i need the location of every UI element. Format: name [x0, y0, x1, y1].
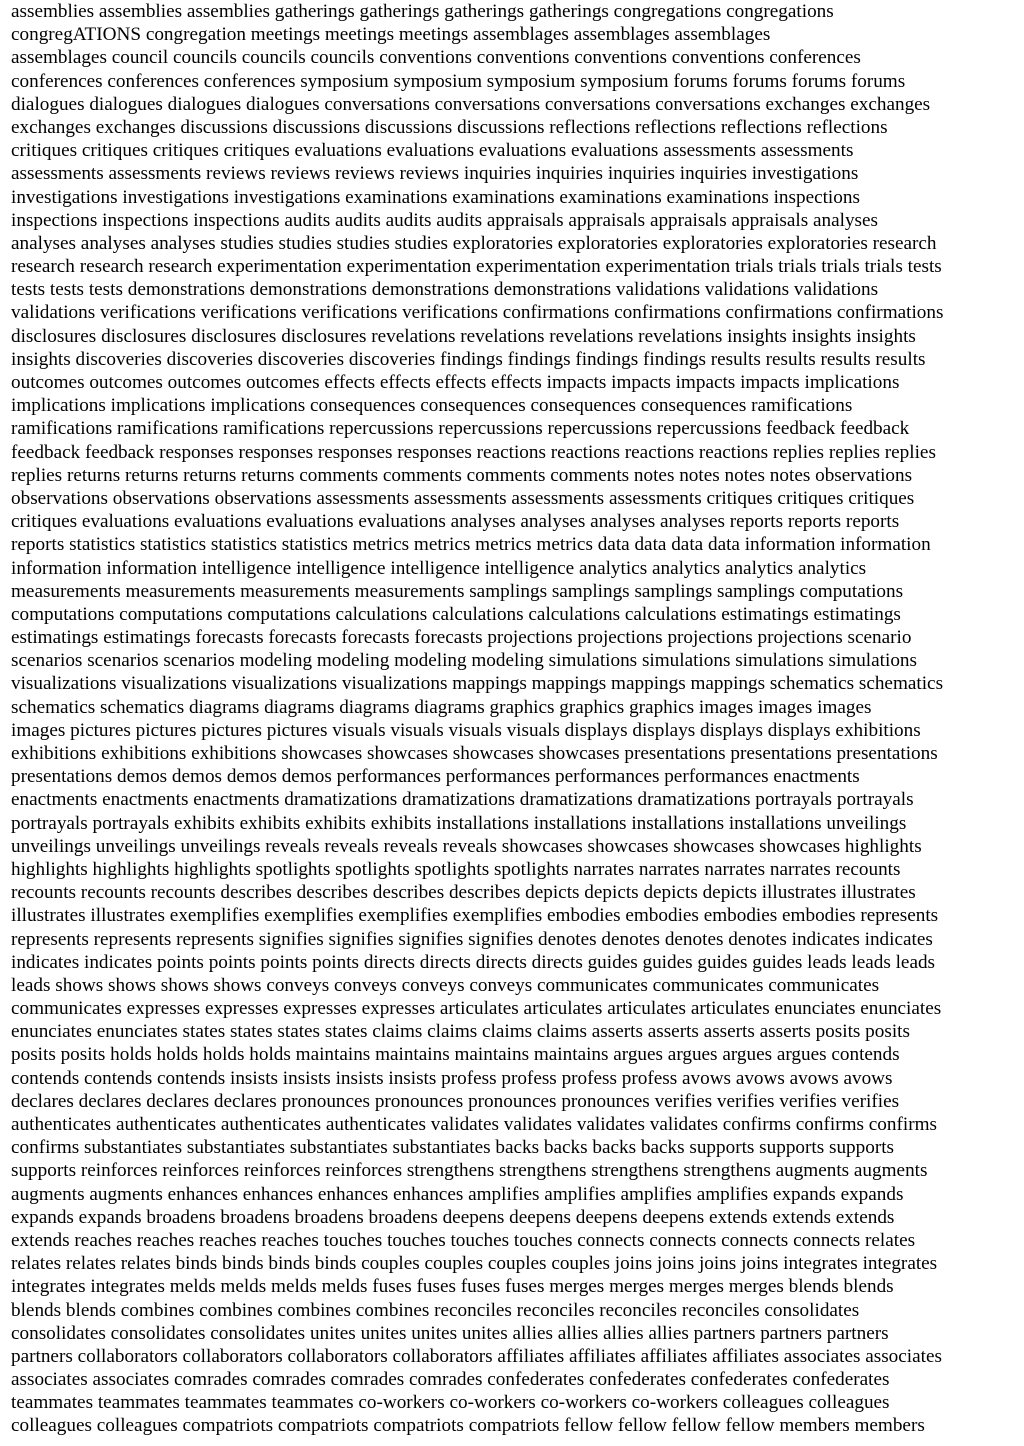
text-line: indicates indicates points points points points directs directs directs directs guides guides guides guides leads leads leads [11, 951, 936, 973]
text-line: reports statistics statistics statistics statistics metrics metrics metrics metrics data data data data information information [11, 534, 931, 556]
text-line: outcomes outcomes outcomes outcomes effects effects effects effects impacts impacts impacts impacts implications [11, 372, 900, 393]
text-line: illustrates illustrates exemplifies exemplifies exemplifies exemplifies embodies embodies embodies embodies represents [11, 905, 939, 927]
text-line: confirms substantiates substantiates substantiates substantiates backs backs backs backs supports supports supports [11, 1137, 895, 1159]
text-line: leads shows shows shows shows conveys conveys conveys conveys communicates communicates communicates [11, 974, 880, 996]
text-line: visualizations visualizations visualizations visualizations mappings mappings mappings mappings schematics schematics [11, 673, 944, 695]
text-line: consolidates consolidates consolidates unites unites unites unites allies allies allies allies partners partners partners [11, 1322, 889, 1344]
text-line: critiques evaluations evaluations evaluations evaluations analyses analyses analyses analyses reports reports reports [11, 511, 900, 533]
text-line: enactments enactments enactments dramatizations dramatizations dramatizations dramatizations portrayals portrayals [11, 789, 914, 811]
text-line: research research research experimentation experimentation experimentation experimentation trials trials trials trials tests [11, 256, 942, 278]
text-line: presentations demos demos demos demos performances performances performances performances enactments [11, 766, 860, 788]
text-line: replies returns returns returns returns comments comments comments comments notes notes notes notes observations [11, 464, 913, 486]
text-line: portrayals portrayals exhibits exhibits exhibits exhibits installations installations installations installations unveilings [11, 812, 907, 834]
text-block [11, 0, 1019, 1438]
text-line: scenarios scenarios scenarios modeling modeling modeling modeling simulations simulations simulations simulations [11, 650, 917, 672]
text-line: supports reinforces reinforces reinforces reinforces strengthens strengthens strengthens strengthens augments augments [11, 1160, 928, 1182]
text-line: dialogues dialogues dialogues dialogues conversations conversations conversations conversations exchanges exchanges [11, 93, 931, 115]
text-line: ramifications ramifications ramifications repercussions repercussions repercussions repercussions feedback feedback [11, 418, 910, 440]
text-line: feedback feedback responses responses responses responses reactions reactions reactions reactions replies replies replies [11, 441, 936, 463]
text-line: posits posits holds holds holds holds maintains maintains maintains maintains argues argues argues argues contends [11, 1044, 900, 1066]
text-line: declares declares declares declares pronounces pronounces pronounces pronounces verifies verifies verifies verifies [11, 1090, 900, 1112]
text-line: congregATIONS congregation meetings meetings meetings assemblages assemblages assemblages [11, 24, 771, 46]
text-line: images pictures pictures pictures pictures visuals visuals visuals visuals displays displays displays displays exhibitions [11, 719, 921, 741]
text-line: information information intelligence intelligence intelligence intelligence analytics analytics analytics analytics [11, 557, 867, 579]
text-line: augments augments enhances enhances enhances enhances amplifies amplifies amplifies amplifies expands expands [11, 1183, 904, 1205]
text-line: partners collaborators collaborators collaborators collaborators affiliates affiliates affiliates affiliates associates associates [11, 1345, 942, 1367]
text-line: conferences conferences conferences symposium symposium symposium symposium forums forums forums forums [11, 70, 906, 92]
text-line: exhibitions exhibitions exhibitions showcases showcases showcases showcases presentations presentations presentations [11, 743, 938, 764]
text-line: analyses analyses analyses studies studies studies studies exploratories exploratories exploratories exploratories research [11, 232, 937, 254]
text-line: represents represents represents signifies signifies signifies signifies denotes denotes denotes denotes indicates indicates [11, 928, 933, 950]
text-line: associates associates comrades comrades comrades comrades confederates confederates confederates confederates [11, 1369, 890, 1391]
text-line: integrates integrates melds melds melds melds fuses fuses fuses fuses merges merges merges merges blends blends [11, 1276, 894, 1298]
text-line: recounts recounts recounts describes describes describes describes depicts depicts depicts depicts illustrates illustrates [11, 882, 916, 904]
text-line: estimatings estimatings forecasts forecasts forecasts forecasts projections projections projections projections scenario [11, 627, 912, 649]
text-line: contends contends contends insists insists insists insists profess profess profess profess avows avows avows avows [11, 1067, 893, 1089]
text-line: observations observations observations assessments assessments assessments assessments critiques critiques critiques [11, 487, 915, 509]
text-line: validations verifications verifications verifications verifications confirmations confirmations confirmations confirmations [11, 302, 944, 324]
text-line: authenticates authenticates authenticates authenticates validates validates validates validates confirms confirms confirms [11, 1114, 937, 1135]
text-line: insights discoveries discoveries discoveries discoveries findings findings findings findings results results results results [11, 348, 926, 370]
text-line: extends reaches reaches reaches reaches touches touches touches touches connects connects connects connects relates [11, 1229, 916, 1251]
text-line: investigations investigations investigations examinations examinations examinations examinations inspections [11, 186, 860, 208]
text-line: communicates expresses expresses expresses expresses articulates articulates articulates articulates enunciates enunciates [11, 998, 942, 1020]
text-line: assessments assessments reviews reviews reviews reviews inquiries inquiries inquiries inquiries investigations [11, 163, 859, 185]
text-line: teammates teammates teammates teammates co-workers co-workers co-workers co-workers colleagues colleagues [11, 1392, 890, 1414]
text-line: tests tests tests demonstrations demonstrations demonstrations demonstrations validations validations validations [11, 279, 879, 301]
text-line: computations computations computations calculations calculations calculations calculations estimatings estimatings [11, 603, 901, 625]
text-line: expands expands broadens broadens broadens broadens deepens deepens deepens deepens extends extends extends [11, 1206, 895, 1228]
text-line: implications implications implications consequences consequences consequences consequences ramifications [11, 395, 853, 417]
text-line: exchanges exchanges discussions discussions discussions discussions reflections reflections reflections reflections [11, 116, 888, 138]
text-line: blends blends combines combines combines combines reconciles reconciles reconciles reconciles consolidates [11, 1299, 860, 1321]
text-line: relates relates relates binds binds binds binds couples couples couples couples joins joins joins joins integrates integrates [11, 1253, 938, 1275]
text-line: unveilings unveilings unveilings reveals reveals reveals reveals showcases showcases showcases showcases highlights [11, 835, 922, 857]
text-line: assemblies assemblies assemblies gatherings gatherings gatherings gatherings congregations congregations [11, 1, 834, 22]
text-line: assemblages council councils councils councils conventions conventions conventions conventions conferences [11, 47, 861, 69]
text-line: inspections inspections inspections audits audits audits audits appraisals appraisals appraisals appraisals analyses [11, 209, 878, 231]
text-line: disclosures disclosures disclosures disclosures revelations revelations revelations revelations insights insights insights [11, 325, 916, 347]
text-line: highlights highlights highlights spotlights spotlights spotlights spotlights narrates narrates narrates narrates recounts [11, 858, 901, 880]
text-line: enunciates enunciates states states states states claims claims claims claims asserts asserts asserts asserts posits posits [11, 1021, 910, 1043]
text-line: measurements measurements measurements measurements samplings samplings samplings samplings computations [11, 580, 904, 602]
text-line: critiques critiques critiques critiques evaluations evaluations evaluations evaluations assessments assessments [11, 140, 854, 162]
text-line: colleagues colleagues compatriots compatriots compatriots compatriots fellow fellow fellow fellow members members [11, 1415, 925, 1437]
text-line: schematics schematics diagrams diagrams diagrams diagrams graphics graphics graphics images images images [11, 696, 872, 718]
